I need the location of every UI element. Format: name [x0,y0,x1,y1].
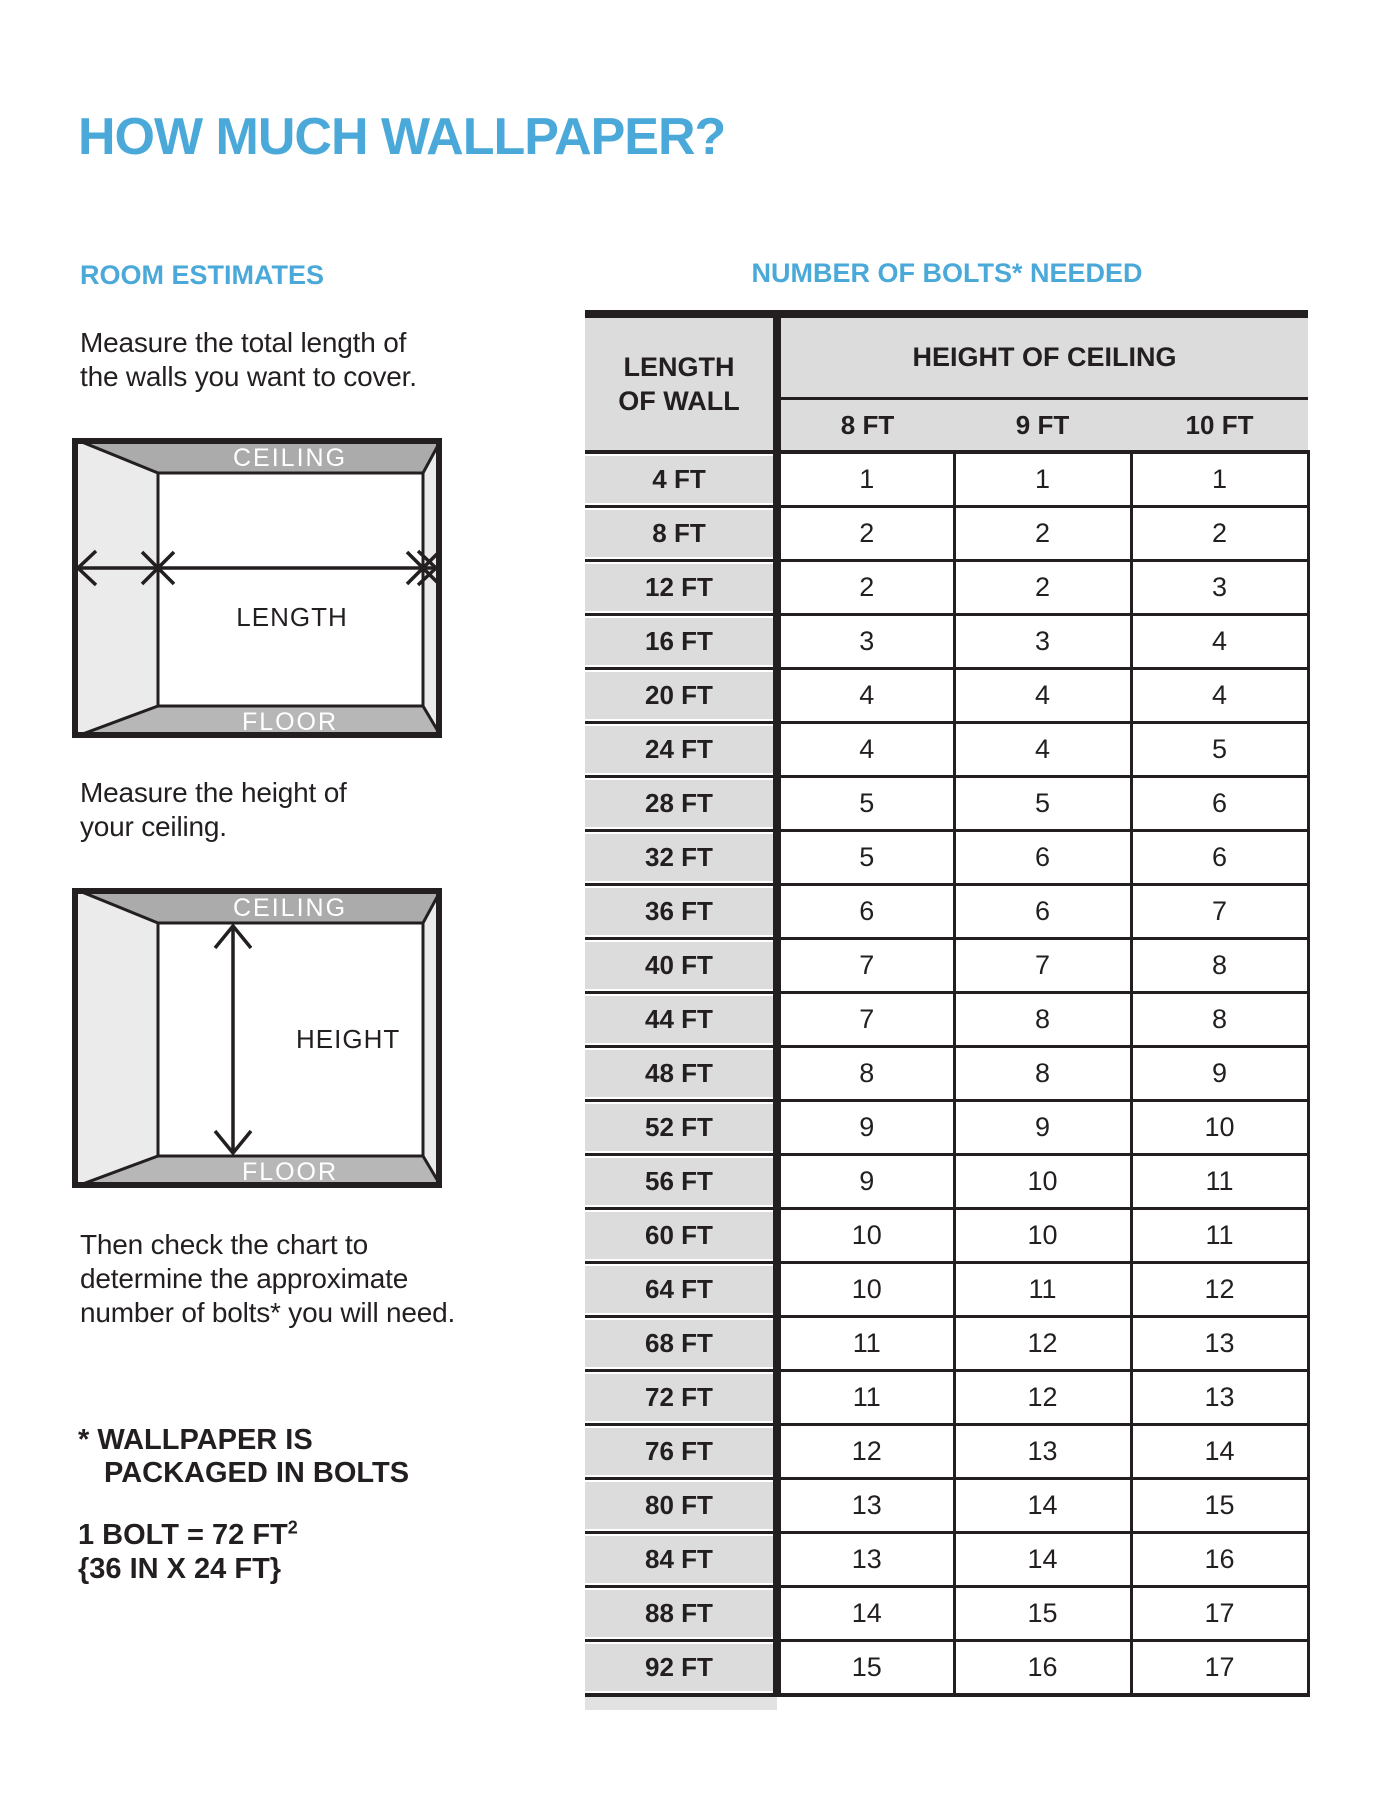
wall-length-cell: 68 FT [585,1317,777,1371]
table-row [585,1209,1308,1263]
bolt-count-cell: 7 [777,993,954,1047]
table-row [585,615,1308,669]
floor-label: FLOOR [241,708,339,736]
bolt-count-cell: 15 [777,1641,954,1696]
wall-length-cell: 20 FT [585,669,777,723]
wall-length-cell: 40 FT [585,939,777,993]
chart-instruction-text [80,1228,455,1330]
bolt-facts [78,1518,298,1586]
bolt-count-cell: 2 [777,507,954,561]
bolt-count-cell: 14 [777,1587,954,1641]
table-row [585,831,1308,885]
room-estimates-heading: ROOM ESTIMATES [80,260,325,290]
wall-length-cell: 60 FT [585,1209,777,1263]
bolt-count-cell: 11 [777,1371,954,1425]
bolt-count-cell: 7 [954,939,1131,993]
wall-length-cell: 36 FT [585,885,777,939]
bolt-count-cell: 10 [777,1263,954,1317]
table-row [585,452,1308,507]
bolt-count-cell: 10 [954,1155,1131,1209]
wall-length-cell: 80 FT [585,1479,777,1533]
wall-length-cell: 4 FT [585,452,777,507]
table-row [585,669,1308,723]
bolt-count-cell: 13 [1131,1317,1308,1371]
length-measure-label: LENGTH [236,602,348,632]
bolt-count-cell: 12 [954,1317,1131,1371]
bolt-count-cell: 9 [777,1101,954,1155]
table-row [585,1479,1308,1533]
table-row [585,1155,1308,1209]
table-row [585,939,1308,993]
bolt-count-cell: 16 [1131,1533,1308,1587]
bolt-count-cell: 14 [1131,1425,1308,1479]
bolt-count-cell: 13 [777,1533,954,1587]
bolts-table-body [585,452,1308,1695]
wall-length-cell: 48 FT [585,1047,777,1101]
bolt-count-cell: 8 [777,1047,954,1101]
table-row [585,1425,1308,1479]
bolt-count-cell: 10 [1131,1101,1308,1155]
col-header-10ft: 10 FT [1131,399,1308,453]
height-measure-label: HEIGHT [296,1024,401,1054]
bolt-count-cell: 11 [1131,1155,1308,1209]
wall-length-cell: 44 FT [585,993,777,1047]
bolt-dimensions: {36 IN X 24 FT} [78,1553,282,1585]
wall-length-cell: 24 FT [585,723,777,777]
bolts-table [585,310,1310,1697]
room-length-diagram [72,438,442,738]
wall-length-cell: 72 FT [585,1371,777,1425]
bolt-count-cell: 1 [954,452,1131,507]
bolt-count-cell: 15 [1131,1479,1308,1533]
wall-length-cell: 92 FT [585,1641,777,1696]
bolt-count-cell: 14 [954,1479,1131,1533]
bolts-table-section [585,258,1309,1710]
bolt-count-cell: 8 [954,993,1131,1047]
bolt-count-cell: 4 [1131,669,1308,723]
bolt-count-cell: 10 [777,1209,954,1263]
wall-length-cell: 84 FT [585,1533,777,1587]
bolt-count-cell: 13 [954,1425,1131,1479]
height-of-ceiling-header: HEIGHT OF CEILING [777,314,1308,399]
bolt-count-cell: 15 [954,1587,1131,1641]
text-line: OF WALL [618,386,740,416]
bolt-count-cell: 6 [1131,777,1308,831]
left-wall-face [72,438,158,738]
text-line: Measure the height of [80,777,347,808]
table-footer-strip [585,1697,777,1710]
bolt-count-cell: 6 [1131,831,1308,885]
length-of-wall-header [585,314,777,452]
bolt-count-cell: 6 [777,885,954,939]
bolt-count-cell: 8 [1131,939,1308,993]
bolt-count-cell: 8 [954,1047,1131,1101]
table-row [585,1263,1308,1317]
bolt-count-cell: 4 [954,723,1131,777]
bolt-count-cell: 14 [954,1533,1131,1587]
bolt-count-cell: 13 [1131,1371,1308,1425]
bolt-count-cell: 5 [954,777,1131,831]
table-row [585,885,1308,939]
text-line: your ceiling. [80,811,227,842]
page-title: HOW MUCH WALLPAPER? [78,107,726,166]
bolt-count-cell: 11 [954,1263,1131,1317]
table-row [585,993,1308,1047]
bolt-footnote [78,1424,409,1490]
bolt-count-cell: 17 [1131,1587,1308,1641]
text-line: * WALLPAPER IS [78,1424,313,1456]
col-header-8ft: 8 FT [777,399,954,453]
bolt-count-cell: 10 [954,1209,1131,1263]
bolt-count-cell: 3 [1131,561,1308,615]
bolt-count-cell: 7 [777,939,954,993]
table-row [585,777,1308,831]
text-line: the walls you want to cover. [80,361,417,392]
back-wall-face [158,473,423,706]
bolt-count-cell: 6 [954,831,1131,885]
height-instruction-text [80,776,347,844]
bolt-count-cell: 9 [1131,1047,1308,1101]
wall-length-cell: 56 FT [585,1155,777,1209]
table-row [585,561,1308,615]
bolt-count-cell: 3 [954,615,1131,669]
left-wall-face [72,888,158,1188]
bolt-count-cell: 7 [1131,885,1308,939]
bolt-count-cell: 5 [1131,723,1308,777]
text-line: Measure the total length of [80,327,407,358]
text-line: PACKAGED IN BOLTS [104,1457,410,1489]
wall-length-cell: 76 FT [585,1425,777,1479]
bolt-count-cell: 1 [1131,452,1308,507]
bolt-count-cell: 9 [777,1155,954,1209]
bolt-count-cell: 5 [777,777,954,831]
wall-length-cell: 88 FT [585,1587,777,1641]
table-row [585,723,1308,777]
floor-label: FLOOR [241,1158,339,1186]
bolt-count-cell: 4 [777,723,954,777]
bolt-equation-text: 1 BOLT = 72 FT [78,1519,288,1551]
table-row [585,1317,1308,1371]
wall-length-cell: 52 FT [585,1101,777,1155]
table-row [585,1533,1308,1587]
ceiling-label: CEILING [232,444,348,472]
bolt-count-cell: 11 [1131,1209,1308,1263]
text-line: Then check the chart to [80,1229,369,1260]
bolt-count-cell: 16 [954,1641,1131,1696]
length-instruction-text [80,326,417,394]
bolt-count-cell: 4 [1131,615,1308,669]
text-line: number of bolts* you will need. [80,1297,456,1328]
wall-length-cell: 32 FT [585,831,777,885]
bolt-count-cell: 12 [1131,1263,1308,1317]
col-header-9ft: 9 FT [954,399,1131,453]
bolt-count-cell: 2 [954,507,1131,561]
bolts-needed-heading: NUMBER OF BOLTS* NEEDED [751,258,1143,288]
bolt-count-cell: 6 [954,885,1131,939]
table-row [585,1371,1308,1425]
bolt-count-cell: 2 [954,561,1131,615]
wall-length-cell: 16 FT [585,615,777,669]
table-row [585,1047,1308,1101]
bolt-equation-superscript: 2 [287,1517,298,1538]
ceiling-label: CEILING [232,894,348,922]
bolt-count-cell: 2 [1131,507,1308,561]
table-row [585,507,1308,561]
wall-length-cell: 12 FT [585,561,777,615]
bolt-count-cell: 11 [777,1317,954,1371]
table-row [585,1101,1308,1155]
bolt-count-cell: 13 [777,1479,954,1533]
bolt-count-cell: 4 [954,669,1131,723]
text-line: determine the approximate [80,1263,409,1294]
bolt-equation [78,1518,298,1552]
table-row [585,1641,1308,1696]
bolt-count-cell: 17 [1131,1641,1308,1696]
wall-length-cell: 64 FT [585,1263,777,1317]
bolt-count-cell: 2 [777,561,954,615]
text-line: LENGTH [623,352,735,382]
wall-length-cell: 8 FT [585,507,777,561]
bolts-table-header [585,314,1308,452]
bolt-count-cell: 3 [777,615,954,669]
bolt-count-cell: 12 [954,1371,1131,1425]
bolt-count-cell: 8 [1131,993,1308,1047]
bolt-count-cell: 4 [777,669,954,723]
bolt-count-cell: 5 [777,831,954,885]
bolt-count-cell: 1 [777,452,954,507]
bolt-count-cell: 9 [954,1101,1131,1155]
ceiling-height-diagram [72,888,442,1188]
bolt-count-cell: 12 [777,1425,954,1479]
table-row [585,1587,1308,1641]
wall-length-cell: 28 FT [585,777,777,831]
